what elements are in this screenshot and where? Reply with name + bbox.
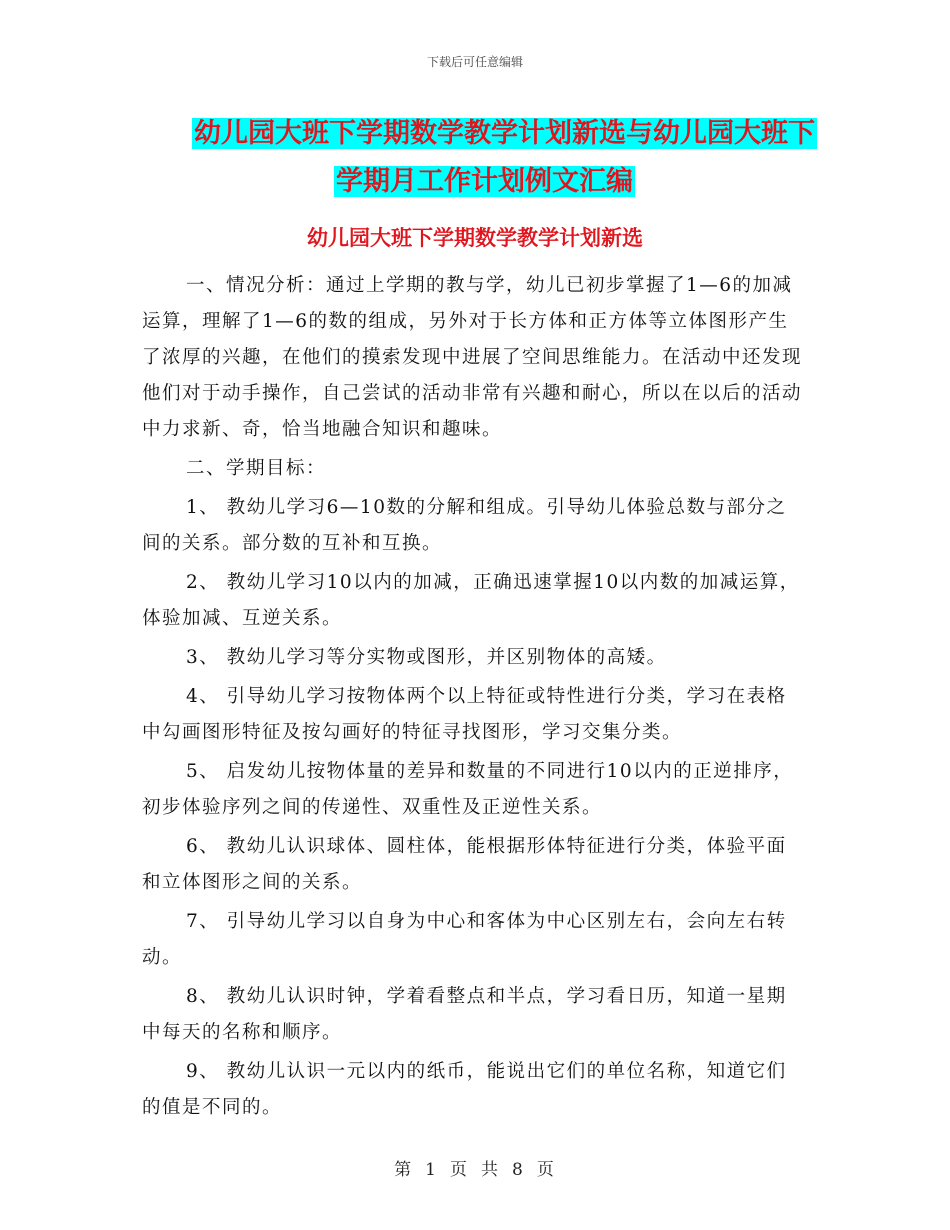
paragraph-goal-8: 8、 教幼儿认识时钟，学着看整点和半点，学习看日历，知道一星期中每天的名称和顺序。: [142, 986, 787, 1043]
paragraph-goal-3: 3、 教幼儿学习等分实物或图形，并区别物体的高矮。: [186, 647, 667, 668]
paragraph-goal-5: 5、 启发幼儿按物体量的差异和数量的不同进行10以内的正逆排序，初步体验序列之间的传递性、双重性及正逆性关系。: [142, 761, 794, 818]
document-title-line-2: [192, 158, 822, 206]
footer-total-pages: 8: [512, 1160, 525, 1180]
footer-current-page: 1: [425, 1160, 438, 1180]
paragraph-goal-1: 1、 教幼儿学习6—10数的分解和组成。引导幼儿体验总数与部分之间的关系。部分数的互补和互换。: [142, 497, 787, 554]
page-footer: [0, 1155, 950, 1180]
paragraph-goal-9: 9、 教幼儿认识一元以内的纸币，能说出它们的单位名称，知道它们的值是不同的。: [142, 1061, 787, 1118]
paragraph-goal-7: 7、 引导幼儿学习以自身为中心和客体为中心区别左右，会向左右转动。: [142, 911, 787, 968]
paragraph-situation-analysis: 一、情况分析：通过上学期的教与学，幼儿已初步掌握了1—6的加减运算，理解了1—6的数的组成，另外对于长方体和正方体等立体图形产生了浓厚的兴趣，在他们的摸索发现中进展了空间思维能力。在活动中还发现他们对于动手操作，自己尝试的活动非常有兴趣和耐心，所以在以后的活动中力求新、奇，恰当地融合知识和趣味。: [142, 275, 803, 440]
section-title: 幼儿园大班下学期数学教学计划新选: [307, 226, 643, 250]
footer-total-prefix: 共: [481, 1160, 500, 1180]
document-title: [192, 110, 822, 206]
paragraph-goal-6: 6、 教幼儿认识球体、圆柱体，能根据形体特征进行分类，体验平面和立体图形之间的关系。: [142, 836, 787, 893]
header-note: 下载后可任意编辑: [426, 55, 523, 69]
title-highlight-1: 幼儿园大班下学期数学教学计划新选与幼儿园大班下: [194, 118, 815, 149]
footer-prefix: 第: [394, 1160, 414, 1180]
paragraph-goal-4: 4、 引导幼儿学习按物体两个以上特征或特性进行分类，学习在表格中勾画图形特征及按勾画好的特征寻找图形，学习交集分类。: [142, 686, 787, 743]
body-text: [142, 268, 802, 1126]
title-highlight-2: 学期月工作计划例文汇编: [336, 166, 633, 197]
paragraph-semester-goals: 二、学期目标：: [186, 458, 327, 479]
paragraph-goal-2: 2、 教幼儿学习10以内的加减，正确迅速掌握10以内数的加减运算，体验加减、互逆关系。: [142, 572, 800, 629]
footer-suffix: 页: [536, 1160, 556, 1180]
footer-middle: 页: [450, 1160, 469, 1180]
document-title-line-1: [192, 110, 822, 158]
